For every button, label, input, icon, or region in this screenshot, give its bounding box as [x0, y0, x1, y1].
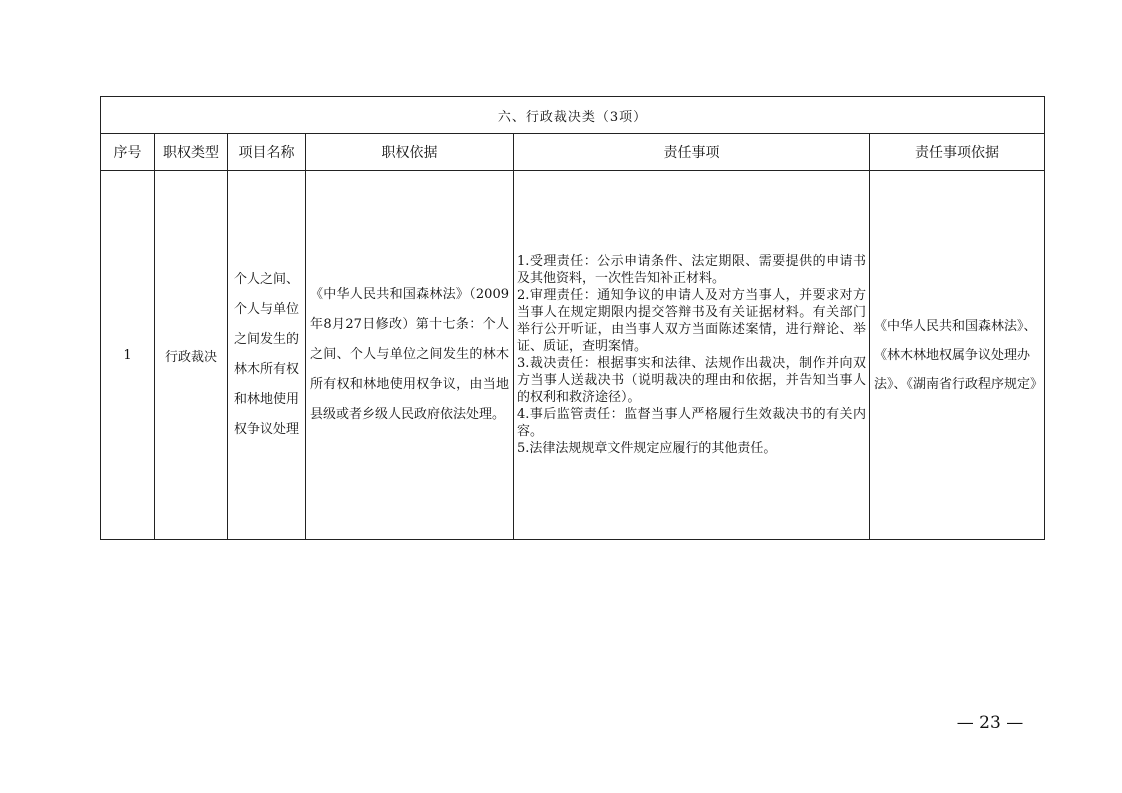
header-index: 序号 — [101, 134, 155, 171]
header-name: 项目名称 — [228, 134, 306, 171]
row-type: 行政裁决 — [155, 171, 228, 540]
row-basis: 《中华人民共和国森林法》（2009年8月27日修改）第十七条：个人之间、个人与单位之间发生的林木所有权和林地使用权争议，由当地县级或者乡级人民政府依法处理。 — [306, 171, 514, 540]
table-header-row — [101, 134, 1045, 171]
duty-item: 4.事后监管责任：监督当事人严格履行生效裁决书的有关内容。 — [517, 407, 866, 439]
header-duty-basis: 责任事项依据 — [870, 134, 1045, 171]
row-index: 1 — [101, 171, 155, 540]
section-title: 六、行政裁决类（3项） — [101, 97, 1045, 134]
duty-item: 2.审理责任：通知争议的申请人及对方当事人，并要求对方当事人在规定期限内提交答辩书及有关证据材料。有关部门举行公开听证，由当事人双方当面陈述案情，进行辩论、举证、质证，查明案情。 — [517, 288, 866, 354]
header-basis: 职权依据 — [306, 134, 514, 171]
responsibility-table-container — [100, 96, 1044, 540]
header-type: 职权类型 — [155, 134, 228, 171]
page-number: — 23 — — [956, 713, 1024, 733]
header-duties: 责任事项 — [514, 134, 870, 171]
row-duties — [514, 171, 870, 540]
section-title-row — [101, 97, 1045, 134]
duty-item: 3.裁决责任：根据事实和法律、法规作出裁决，制作并向双方当事人送裁决书（说明裁决的理由和依据，并告知当事人的权利和救济途径）。 — [517, 356, 866, 405]
row-duty-basis: 《中华人民共和国森林法》、《林木林地权属争议处理办法》、《湖南省行政程序规定》 — [870, 171, 1045, 540]
row-name: 个人之间、个人与单位之间发生的林木所有权和林地使用权争议处理 — [228, 171, 306, 540]
table-row — [101, 171, 1045, 540]
duty-item: 1.受理责任：公示申请条件、法定期限、需要提供的申请书及其他资料，一次性告知补正材料。 — [517, 254, 866, 286]
duty-item: 5.法律法规规章文件规定应履行的其他责任。 — [517, 441, 777, 456]
responsibility-table — [100, 96, 1045, 540]
